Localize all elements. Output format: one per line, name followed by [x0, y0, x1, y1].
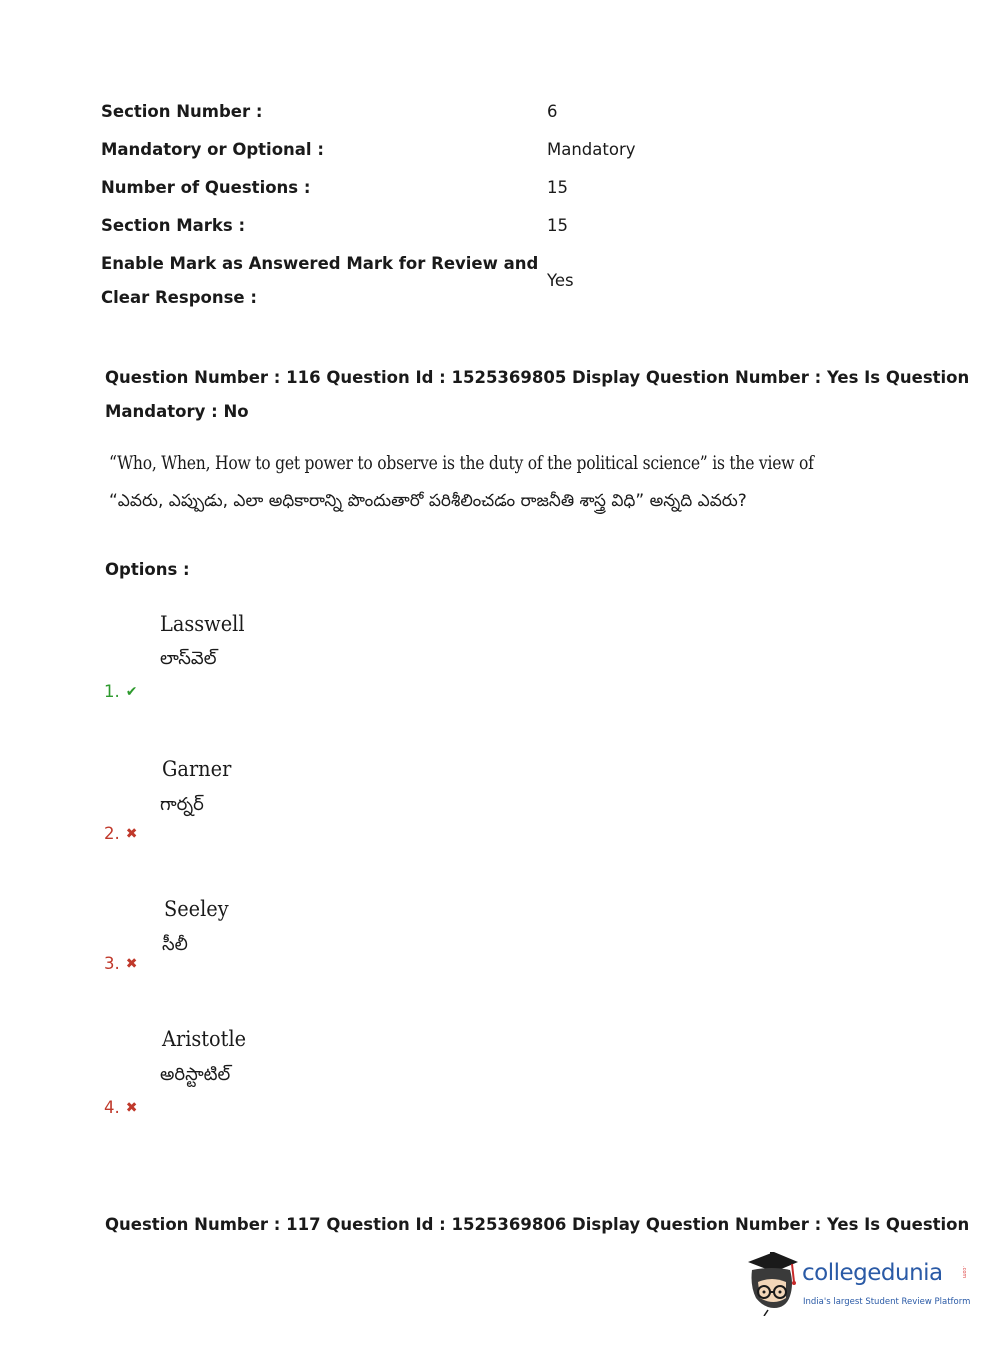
section-number-label: Section Number : [101, 102, 263, 121]
options-label: Options : [105, 560, 190, 579]
option-1-number [104, 682, 137, 702]
question-116-text-te: “ఎవరు, ఎప్పుడు, ఎలా అధికారాన్ని పొందుతారో పరిశీలించడం రాజనీతి శాస్త్ర విధి” అన్నది ఎవరు? [109, 491, 747, 511]
cross-icon: ✖ [125, 1100, 138, 1116]
cross-icon: ✖ [125, 826, 138, 842]
collegedunia-logo[interactable] [742, 1252, 972, 1316]
logo-suffix: .com [961, 1266, 967, 1279]
option-4-text-en: Aristotle [162, 1027, 247, 1051]
option-2-number-text: 2. [104, 824, 120, 843]
option-1-number-text: 1. [104, 682, 120, 701]
question-116-text-en: “Who, When, How to get power to observe is the duty of the political science” is the view of [109, 452, 814, 474]
section-marks-label: Section Marks : [101, 216, 246, 235]
option-3-text-en: Seeley [164, 897, 229, 921]
question-117-header-line1: Question Number : 117 Question Id : 1525369806 Display Question Number : Yes Is Question [105, 1215, 970, 1234]
cross-icon: ✖ [125, 956, 138, 972]
check-icon: ✔ [125, 684, 138, 700]
mandatory-value: Mandatory [547, 140, 636, 159]
option-2-number [104, 824, 137, 844]
question-116-header-line1: Question Number : 116 Question Id : 1525369805 Display Question Number : Yes Is Question [105, 368, 970, 387]
option-1-text-en: Lasswell [160, 612, 245, 636]
section-number-value: 6 [547, 102, 558, 121]
option-3-text-te: సీలీ [162, 934, 188, 955]
option-2-text-te: గార్నర్ [160, 794, 204, 815]
option-3-number-text: 3. [104, 954, 120, 973]
mandatory-label: Mandatory or Optional : [101, 140, 324, 159]
option-2-text-en: Garner [162, 757, 232, 781]
question-count-label: Number of Questions : [101, 178, 311, 197]
mascot-icon [742, 1252, 802, 1316]
enable-mark-label-line1: Enable Mark as Answered Mark for Review and [101, 254, 539, 273]
question-116-header-line2: Mandatory : No [105, 402, 249, 421]
option-3-number [104, 954, 137, 974]
option-1-text-te: లాస్‌వెల్ [160, 648, 217, 669]
option-4-number-text: 4. [104, 1098, 120, 1117]
enable-mark-value: Yes [547, 271, 574, 290]
option-4-text-te: అరిస్టాటిల్ [160, 1064, 231, 1085]
question-count-value: 15 [547, 178, 568, 197]
logo-tagline: India's largest Student Review Platform [803, 1297, 971, 1307]
enable-mark-label-line2: Clear Response : [101, 288, 257, 307]
logo-wordmark: collegedunia [802, 1260, 943, 1286]
section-marks-value: 15 [547, 216, 568, 235]
option-4-number [104, 1098, 137, 1118]
